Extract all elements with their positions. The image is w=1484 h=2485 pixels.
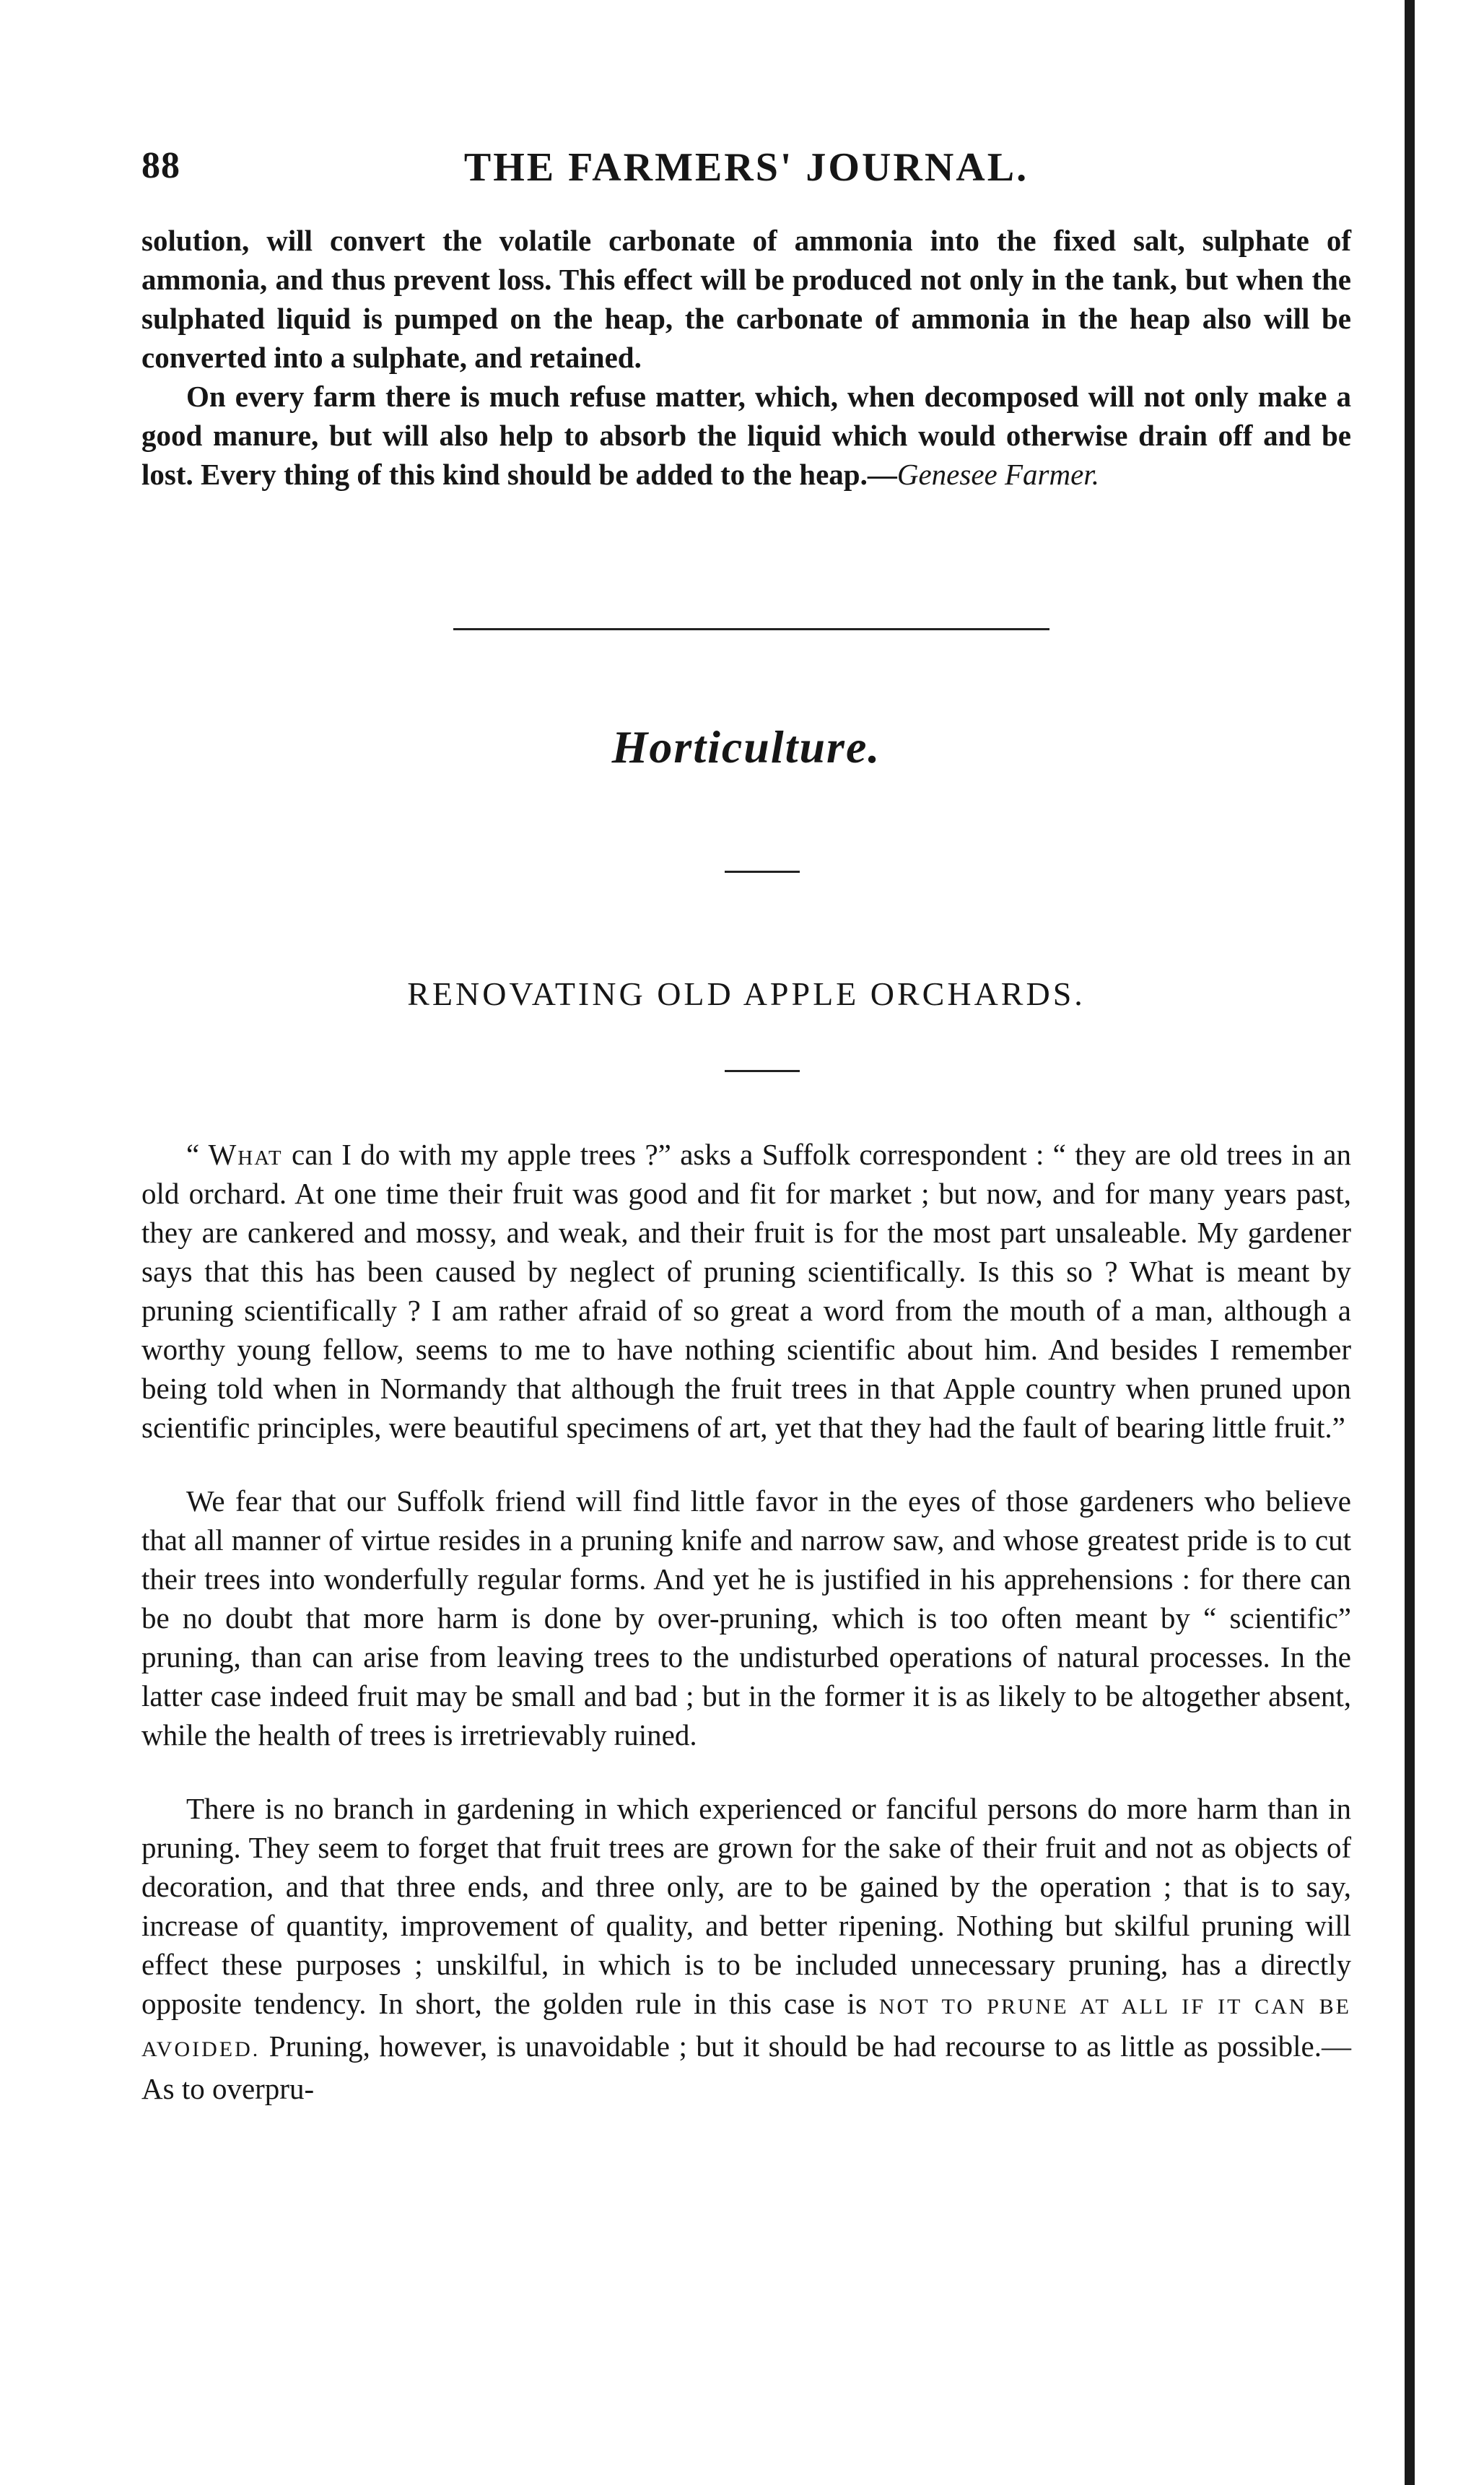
open-quote: “ <box>186 1138 209 1171</box>
short-divider <box>725 1070 800 1072</box>
section-heading: Horticulture. <box>611 721 881 773</box>
short-divider <box>725 871 800 873</box>
lead-word: What <box>208 1138 283 1171</box>
intro-text <box>141 221 1351 494</box>
running-head <box>141 144 1351 195</box>
paragraph-text: Pruning, however, is unavoidable ; but it should be had recourse to as little as possible.—As to overpru- <box>141 2029 1351 2105</box>
intro-paragraph <box>141 377 1351 494</box>
page-edge-rule <box>1405 0 1415 2485</box>
article-paragraph: We fear that our Suffolk friend will find little favor in the eyes of those gardeners who believe that all manner of virtue resides in a pruning knife and narrow saw, and whose greatest pride is to cut their trees into wonderfully regular forms. And yet he is justified in his apprehensions : for there can be no doubt that more harm is done by over-pruning, which is too often meant by “ scientific” pruning, than can arise from leaving trees to the undisturbed operations of natural processes. In the latter case indeed fruit may be small and bad ; but in the former it is as likely to be altogether absent, while the health of trees is irretrievably ruined. <box>141 1484 1351 1751</box>
article-body <box>141 1135 1351 2143</box>
intro-paragraph: solution, will convert the volatile carbonate of ammonia into the fixed salt, sulphate of ammonia, and thus prevent loss. This effect will be produced not only in the tank, but when the sulphated liquid is pumped on the heap, the carbonate of ammonia in the heap also will be converted into a sulphate, and retained. <box>141 224 1351 374</box>
section-divider <box>453 628 1049 630</box>
paragraph-text: There is no branch in gardening in which experienced or fanciful persons do more harm than in pruning. They seem to forget that fruit trees are grown for the sake of their fruit and not as objects of decoration, and that three ends, and three only, are to be gained by the operation ; that is to say, increase of quantity, improvement of quality, and better ripening. Nothing but skilful pruning will effect these purposes ; unskilful, in which is to be included unnecessary pruning, has a directly opposite tendency. In short, the golden rule in this case is <box>141 1792 1351 2020</box>
article-paragraph <box>141 1789 1351 2108</box>
paragraph-text: can I do with my apple trees ?” asks a Suffolk correspondent : “ they are old trees in an old orchard. At one time their fruit was good and fit for market ; but now, and for many years past, they are cankered and mossy, and weak, and their fruit is for the most part unsaleable. My gardener says that this has been caused by neglect of pruning scientifically. Is this so ? What is meant by pruning scientifically ? I am rather afraid of so great a word from the mouth of a man, although a worthy young fellow, seems to me to have nothing scientific about him. And besides I remember being told when in Normandy that although the fruit trees in that Apple country when pruned upon scientific principles, were beautiful specimens of art, yet that they had the fault of bearing little fruit.” <box>141 1138 1352 1444</box>
article-title: RENOVATING OLD APPLE ORCHARDS. <box>407 975 1086 1012</box>
article-paragraph <box>141 1135 1351 1447</box>
journal-title: THE FARMERS' JOURNAL. <box>463 145 1029 190</box>
emphasis-caps: NOT TO PRUNE AT ALL IF IT CAN BE AVOIDED. <box>141 1995 1351 2061</box>
intro-paragraph-text: On every farm there is much refuse matter, which, when decomposed will not only make a good manure, but will also help to absorb the liquid which would otherwise drain off and be lost. Every thing of this kind should be added to the heap.— <box>141 380 1351 491</box>
source-byline: Genesee Farmer. <box>896 458 1099 491</box>
page-number: 88 <box>141 145 180 186</box>
